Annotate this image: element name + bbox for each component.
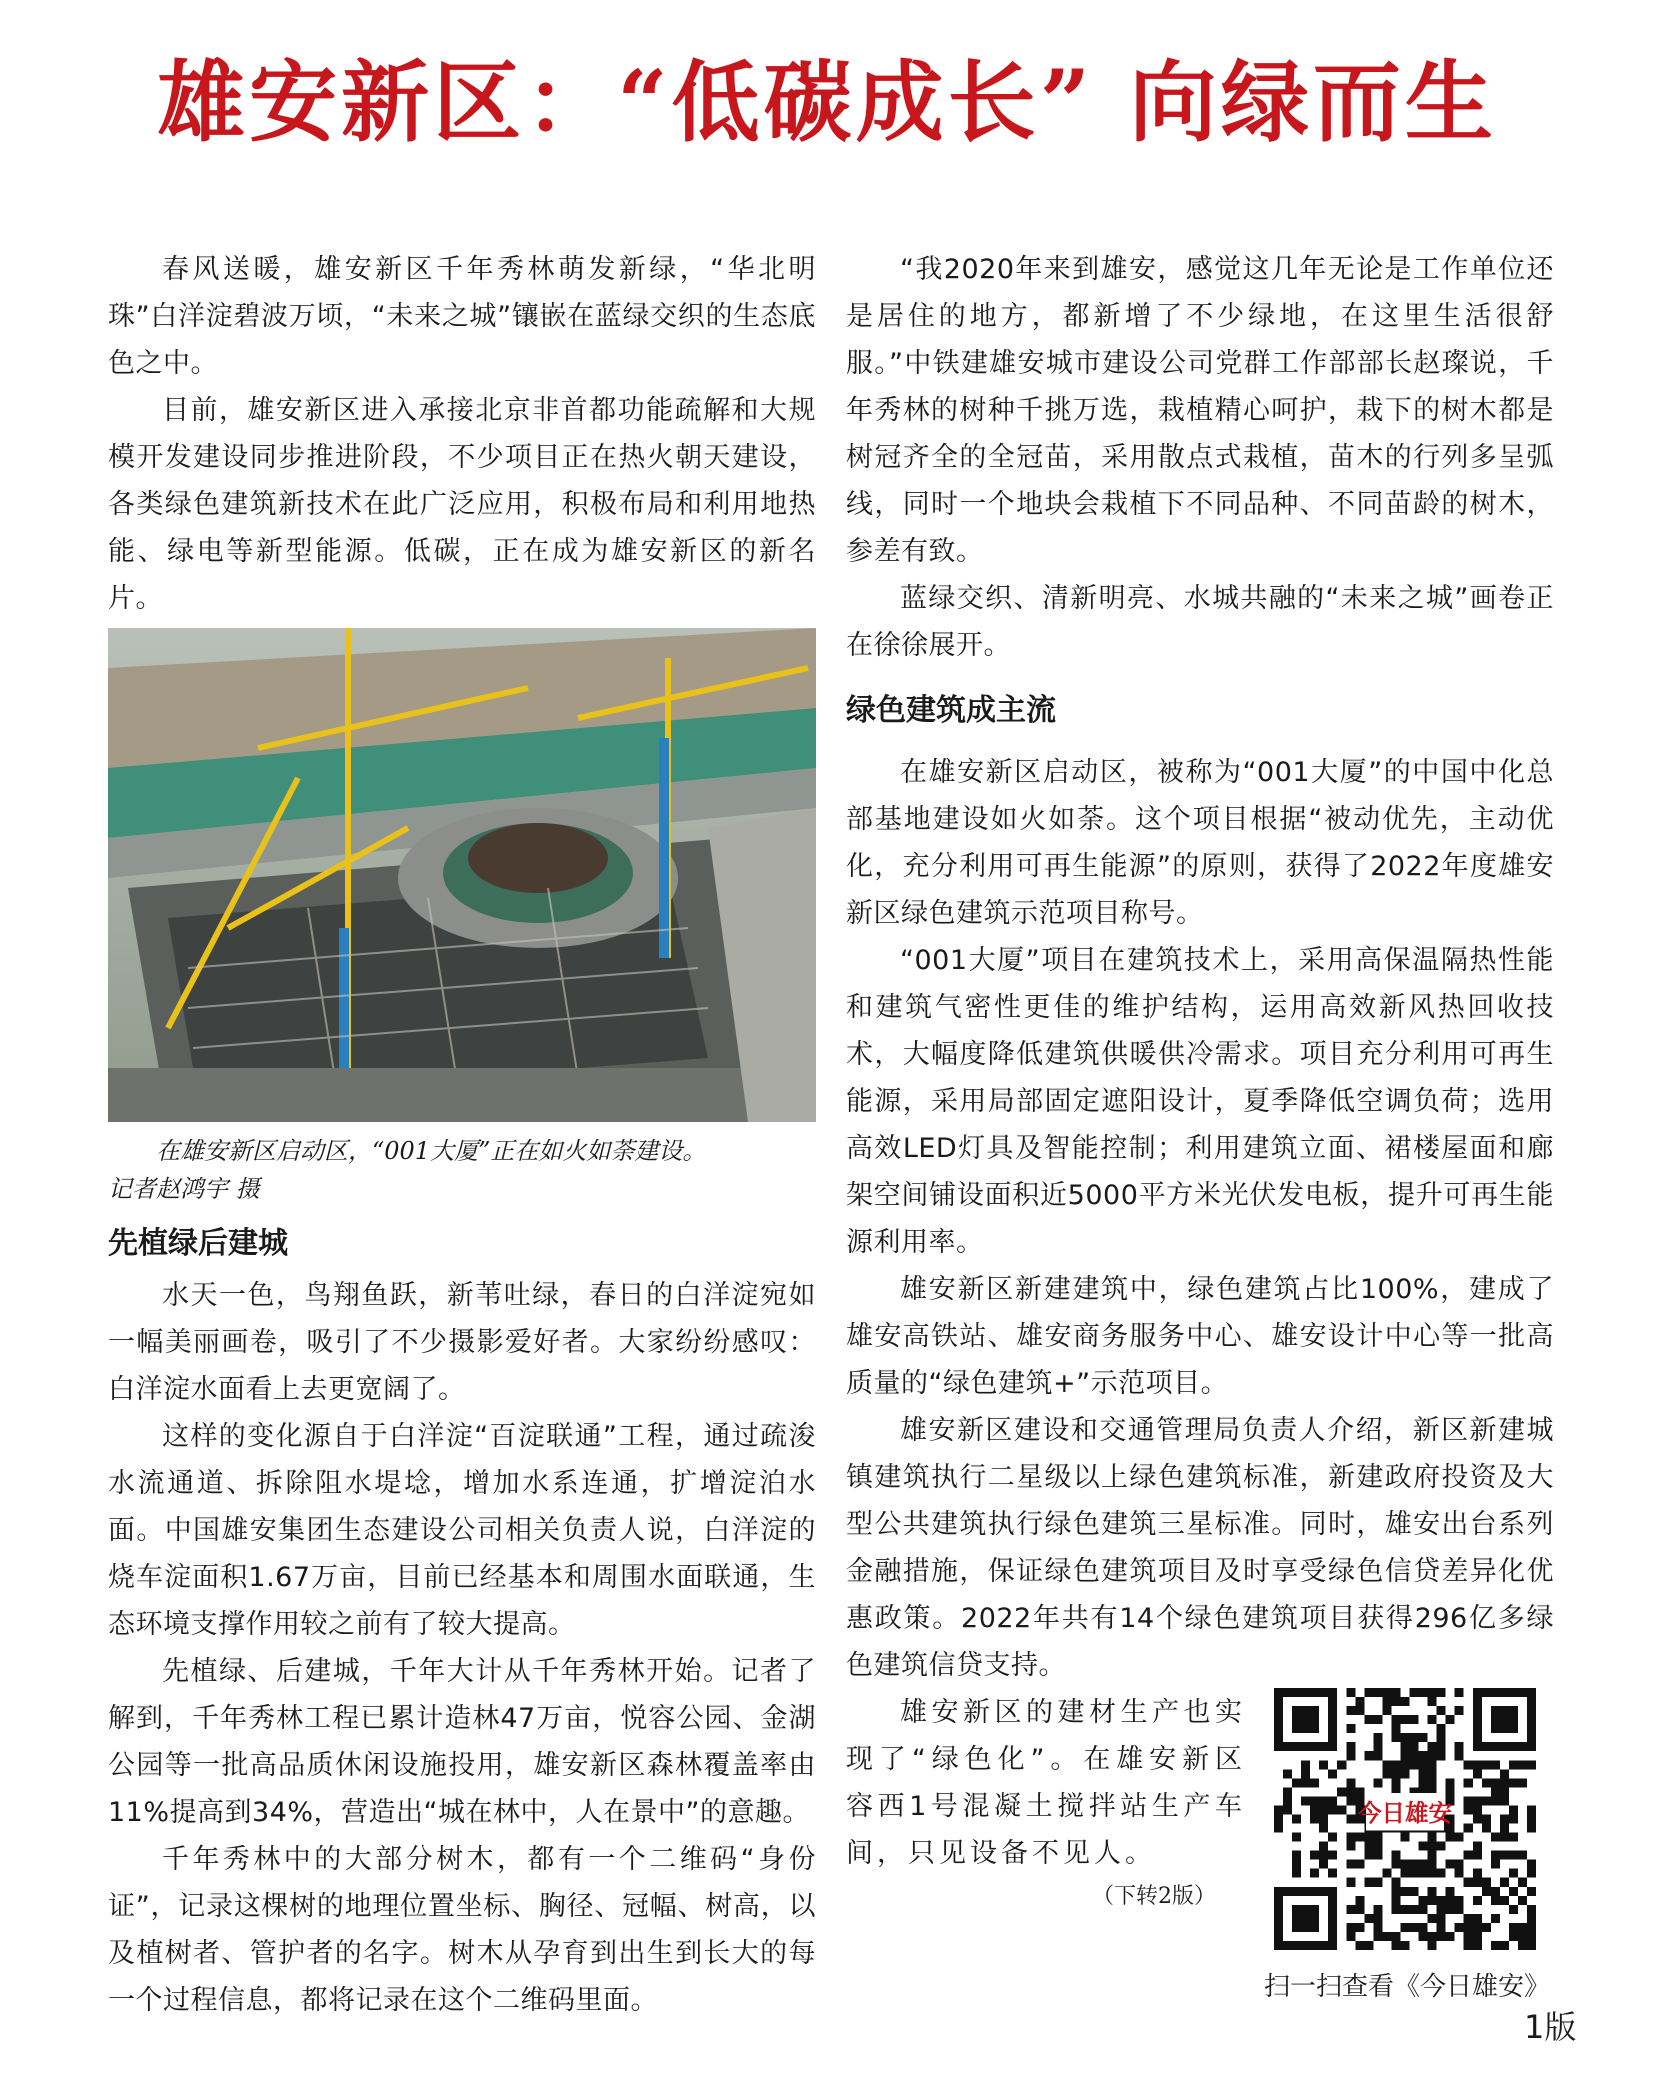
section1-paragraph-3: 先植绿、后建城，千年大计从千年秀林开始。记者了解到，千年秀林工程已累计造林47万亩，悦容公园、金湖公园等一批高品质休闲设施投用，雄安新区森林覆盖率由11%提高到34%，营造出“城在林中，人在景中”的意趣。 bbox=[108, 1656, 816, 1828]
intro-paragraph-2: 目前，雄安新区进入承接北京非首都功能疏解和大规模开发建设同步推进阶段，不少项目正在热火朝天建设，各类绿色建筑新技术在此广泛应用，积极布局和利用地热能、绿电等新型能源。低碳，正在成为雄安新区的新名片。 bbox=[108, 395, 816, 614]
qr-block bbox=[1262, 1688, 1572, 2003]
section2-paragraph-4: 雄安新区建设和交通管理局负责人介绍，新区新建城镇建筑执行二星级以上绿色建筑标准，新建政府投资及大型公共建筑执行绿色建筑三星标准。同时，雄安出台系列金融措施，保证绿色建筑项目及时享受绿色信贷差异化优惠政策。2022年共有14个绿色建筑项目获得296亿多绿色建筑信贷支持。 bbox=[846, 1415, 1554, 1681]
construction-photo bbox=[108, 628, 816, 1122]
continued-note: （下转2版） bbox=[1092, 1884, 1216, 1909]
qr-center-label: 今日雄安 bbox=[1358, 1798, 1452, 1827]
construction-site-image bbox=[108, 628, 816, 1122]
section2-paragraph-1: 在雄安新区启动区，被称为“001大厦”的中国中化总部基地建设如火如荼。这个项目根据“被动优先，主动优化，充分利用可再生能源”的原则，获得了2022年度雄安新区绿色建筑示范项目称号。 bbox=[846, 757, 1554, 929]
right-paragraph-2: 蓝绿交织、清新明亮、水城共融的“未来之城”画卷正在徐徐展开。 bbox=[846, 583, 1554, 661]
right-paragraph-1: “我2020年来到雄安，感觉这几年无论是工作单位还是居住的地方，都新增了不少绿地，在这里生活很舒服。”中铁建雄安城市建设公司党群工作部部长赵璨说，千年秀林的树种千挑万选，栽植精心呵护，栽下的树木都是树冠齐全的全冠苗，采用散点式栽植，苗木的行列多呈弧线，同时一个地块会栽植下不同品种、不同苗龄的树木，参差有致。 bbox=[846, 254, 1554, 567]
left-column bbox=[108, 246, 816, 2024]
section1-paragraph-2: 这样的变化源自于白洋淀“百淀联通”工程，通过疏浚水流通道、拆除阻水堤埝，增加水系连通，扩增淀泊水面。中国雄安集团生态建设公司相关负责人说，白洋淀的烧车淀面积1.67万亩，目前已经基本和周围水面联通，生态环境支撑作用较之前有了较大提高。 bbox=[108, 1421, 816, 1640]
section2-paragraph-3: 雄安新区新建建筑中，绿色建筑占比100%，建成了雄安高铁站、雄安商务服务中心、雄安设计中心等一批高质量的“绿色建筑+”示范项目。 bbox=[846, 1274, 1554, 1399]
section1-paragraph-4: 千年秀林中的大部分树木，都有一个二维码“身份证”，记录这棵树的地理位置坐标、胸径、冠幅、树高，以及植树者、管护者的名字。树木从孕育到出生到长大的每一个过程信息，都将记录在这个二维码里面。 bbox=[108, 1844, 816, 2016]
section2-paragraph-5: 雄安新区的建材生产也实现了“绿色化”。在雄安新区容西1号混凝土搅拌站生产车间，只见设备不见人。 bbox=[846, 1697, 1246, 1869]
headline: 雄安新区：“低碳成长” 向绿而生 bbox=[157, 50, 1497, 154]
intro-paragraph-1: 春风送暖，雄安新区千年秀林萌发新绿，“华北明珠”白洋淀碧波万顷，“未来之城”镶嵌在蓝绿交织的生态底色之中。 bbox=[108, 254, 816, 379]
photo-credit: 记者赵鸿宇 摄 bbox=[108, 1175, 260, 1203]
qr-code-icon[interactable] bbox=[1274, 1688, 1536, 1950]
right-column bbox=[846, 246, 1554, 1910]
page-number: 1版 bbox=[1524, 2008, 1577, 2046]
qr-caption: 扫一扫查看《今日雄安》 bbox=[1263, 1972, 1550, 2002]
section-title-green-building: 绿色建筑成主流 bbox=[846, 693, 1056, 728]
section1-paragraph-1: 水天一色，鸟翔鱼跃，新苇吐绿，春日的白洋淀宛如一幅美丽画卷，吸引了不少摄影爱好者。大家纷纷感叹：白洋淀水面看上去更宽阔了。 bbox=[108, 1280, 816, 1405]
section2-paragraph-2: “001大厦”项目在建筑技术上，采用高保温隔热性能和建筑气密性更佳的维护结构，运用高效新风热回收技术，大幅度降低建筑供暖供冷需求。项目充分利用可再生能源，采用局部固定遮阳设计，夏季降低空调负荷；选用高效LED灯具及智能控制；利用建筑立面、裙楼屋面和廊架空间铺设面积近5000平方米光伏发电板，提升可再生能源利用率。 bbox=[846, 945, 1554, 1258]
photo-caption: 在雄安新区启动区，“001大厦”正在如火如荼建设。 bbox=[156, 1137, 707, 1165]
section-title-plant-green: 先植绿后建城 bbox=[108, 1226, 288, 1261]
